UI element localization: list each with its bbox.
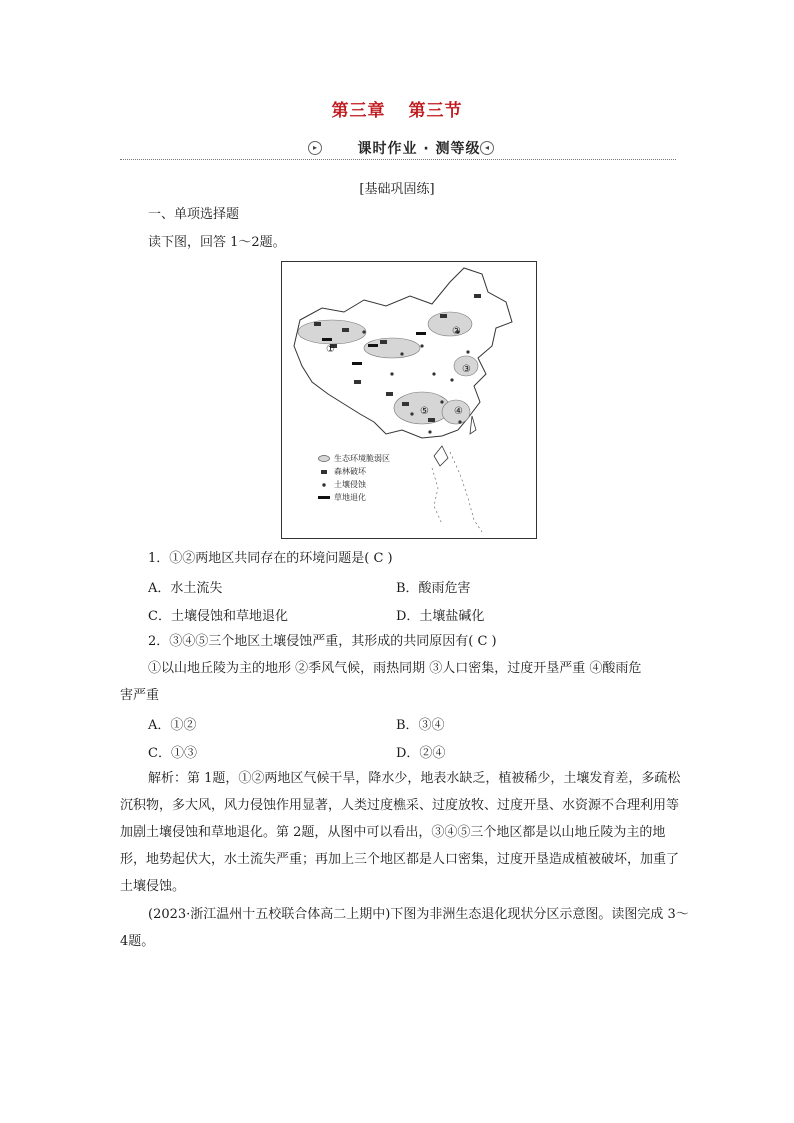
part-heading: 一、单项选择题 xyxy=(148,207,240,222)
legend-label: 土壤侵蚀 xyxy=(334,480,366,489)
map-legend xyxy=(316,452,390,504)
legend-label: 草地退化 xyxy=(334,493,366,502)
region-label-5: ⑤ xyxy=(420,406,429,417)
q1-option-b: B．酸雨危害 xyxy=(396,581,471,596)
region-label-2: ② xyxy=(452,326,461,337)
analysis-text: 解析：第 1题，①②两地区气候干旱，降水少，地表水缺乏，植被稀少，土壤发育差，多疏松沉积物，多大风，风力侵蚀作用显著，人类过度樵采、过度放牧、过度开垦、水资源不合理利用等加剧土壤侵蚀和草地退化。第 2题，从图中可以看出，③④⑤三个地区都是以山地丘陵为主的地形，地势起伏大，水土流失严重；再加上三个地区都是人口密集，过度开垦造成植被破坏，加重了土壤侵蚀。 xyxy=(120,771,681,894)
forest-damage-icon xyxy=(316,469,332,475)
question-2-stem: 2．③④⑤三个地区土壤侵蚀严重，其形成的共同原因有( C ) xyxy=(148,634,497,649)
question-1-stem: 1．①②两地区共同存在的环境问题是( C ) xyxy=(148,551,393,566)
question-intro: 读下图，回答 1～2题。 xyxy=(148,235,286,250)
legend-label: 生态环境脆弱区 xyxy=(334,454,390,463)
china-environment-map xyxy=(281,261,537,539)
homework-banner xyxy=(120,138,676,160)
banner-label: 课时作业 · 测等级 xyxy=(357,141,481,157)
soil-erosion-icon xyxy=(316,482,332,488)
q2-option-a: A．①② xyxy=(148,718,197,733)
analysis-paragraph xyxy=(120,765,690,900)
region-label-1: ① xyxy=(326,344,335,355)
q1-option-c: C．土壤侵蚀和草地退化 xyxy=(148,609,288,624)
fragile-area-icon xyxy=(316,455,332,462)
q2-option-d: D．②④ xyxy=(396,746,446,761)
next-intro-text: (2023·浙江温州十五校联合体高二上期中)下图为非洲生态退化现状分区示意图。读图完成 3～4题。 xyxy=(120,907,689,949)
chapter-title xyxy=(0,96,794,121)
legend-item xyxy=(316,452,390,465)
arrow-right-icon: ▸ xyxy=(308,141,322,155)
chapter-label: 第三章 xyxy=(331,101,386,121)
legend-item xyxy=(316,491,390,504)
section-subtitle: [基础巩固练] xyxy=(359,182,435,197)
question-2-items-cont: 害严重 xyxy=(120,688,160,703)
question-2-items: ①以山地丘陵为主的地形 ②季风气候，雨热同期 ③人口密集，过度开垦严重 ④酸雨危 xyxy=(148,661,642,676)
q1-option-a: A．水土流失 xyxy=(148,581,223,596)
q1-option-d: D．土壤盐碱化 xyxy=(396,609,485,624)
legend-item xyxy=(316,465,390,478)
region-label-4: ④ xyxy=(454,406,463,417)
region-label-3: ③ xyxy=(462,364,471,375)
legend-item xyxy=(316,478,390,491)
q2-option-b: B．③④ xyxy=(396,718,445,733)
next-question-intro xyxy=(120,901,690,955)
legend-label: 森林破坏 xyxy=(334,467,366,476)
grassland-degradation-icon xyxy=(316,495,332,500)
q2-option-c: C．①③ xyxy=(148,746,197,761)
arrow-left-icon: ◂ xyxy=(480,141,494,155)
dotted-divider xyxy=(120,159,676,160)
section-label: 第三节 xyxy=(408,101,463,121)
